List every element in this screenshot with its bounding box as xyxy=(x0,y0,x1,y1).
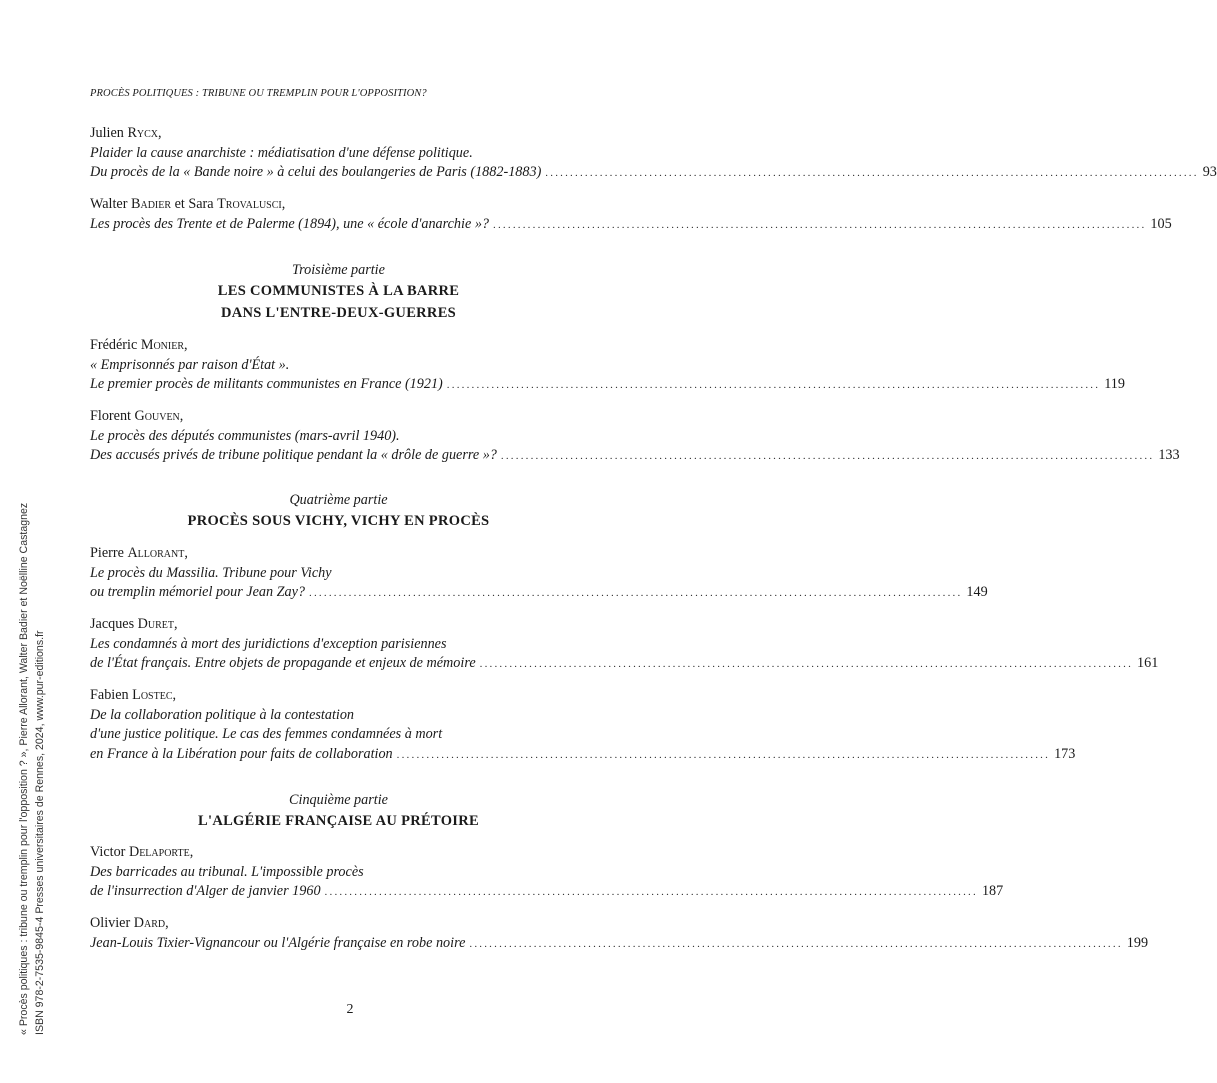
entry-title-line: Plaider la cause anarchiste : médiatisation d'une défense politique. xyxy=(90,144,473,161)
entry-page-number: 133 xyxy=(1158,447,1180,463)
page-number: 2 xyxy=(346,1002,354,1017)
entry-page-number: 199 xyxy=(1126,934,1149,951)
part-heading xyxy=(90,790,587,832)
entry-title-line: Le procès du Massilia. Tribune pour Vichy xyxy=(90,564,332,581)
part-label: Quatrième partie xyxy=(289,492,388,508)
entry-author: Fabien Lostec, xyxy=(90,687,177,703)
entry-title-line: De la collaboration politique à la contestation xyxy=(90,706,355,723)
entry-page-number: 187 xyxy=(981,883,1004,899)
entry-title-line: d'une justice politique. Le cas des femmes condamnées à mort xyxy=(90,726,443,742)
entry-last-line: Du procès de la « Bande noire » à celui des boulangeries de Paris (1882-1883) .................................................................................................................................... 93 xyxy=(90,163,587,184)
entry-page-number: 93 xyxy=(1202,164,1217,180)
part-heading xyxy=(90,260,587,324)
toc-entry[interactable] xyxy=(90,544,988,604)
entry-page-number: 173 xyxy=(1054,745,1076,762)
toc-entry[interactable] xyxy=(90,615,1159,675)
entry-title-line: Des barricades au tribunal. L'impossible procès xyxy=(90,863,364,880)
entry-author: Florent Gouven, xyxy=(90,408,184,424)
entry-page-number: 105 xyxy=(1150,215,1172,232)
part-label: Cinquième partie xyxy=(289,792,388,808)
entry-last-line: ou tremplin mémoriel pour Jean Zay? .................................................................................................................................... 149 xyxy=(90,583,587,604)
entry-author: Frédéric Monier, xyxy=(90,337,188,353)
entry-last-line: en France à la Libération pour faits de collaboration .................................................................................................................................... 173 xyxy=(90,745,587,766)
toc-entry[interactable] xyxy=(90,124,1217,184)
toc-entry[interactable] xyxy=(90,686,1076,765)
part-label: Troisième partie xyxy=(292,262,385,278)
sidebar-citation-line: « Procès politiques : tribune ou tremplin pour l'opposition ? », Pierre Allorant, Walter Badier et Noëlline Castagnez xyxy=(18,502,30,1035)
entry-last-line: Jean-Louis Tixier-Vignancour ou l'Algérie française en robe noire .................................................................................................................................... 199 xyxy=(90,934,587,955)
entry-page-number: 161 xyxy=(1137,655,1159,671)
entry-page-number: 149 xyxy=(966,584,988,600)
toc-entry[interactable] xyxy=(90,195,1172,235)
entry-last-line: Des accusés privés de tribune politique pendant la « drôle de guerre »? .................................................................................................................................... 133 xyxy=(90,446,587,467)
part-title: L'ALGÉRIE FRANÇAISE AU PRÉTOIRE xyxy=(198,813,479,829)
part-title: LES COMMUNISTES À LA BARRE xyxy=(217,283,460,299)
sidebar-citation-line: ISBN 978-2-7535-9845-4 Presses universitaires de Rennes, 2024, www.pur-editions.fr xyxy=(34,630,46,1035)
part-title: PROCÈS SOUS VICHY, VICHY EN PROCÈS xyxy=(187,513,490,529)
entry-author: Pierre Allorant, xyxy=(90,545,188,561)
toc-entry[interactable] xyxy=(90,336,1125,396)
entry-author: Julien Rycx, xyxy=(90,125,162,141)
sidebar-citation xyxy=(16,495,76,1035)
toc-entry[interactable] xyxy=(90,407,1180,467)
entry-title-line: « Emprisonnés par raison d'État ». xyxy=(90,356,290,373)
entry-last-line: de l'État français. Entre objets de propagande et enjeux de mémoire .................................................................................................................................... 161 xyxy=(90,654,587,675)
entry-author: Victor Delaporte, xyxy=(90,844,194,860)
entry-author: Walter Badier et Sara Trovalusci, xyxy=(90,196,286,212)
entry-last-line: Le premier procès de militants communistes en France (1921) .................................................................................................................................... 119 xyxy=(90,375,587,396)
entry-title-line: Le procès des députés communistes (mars-avril 1940). xyxy=(90,427,400,444)
part-heading xyxy=(90,490,587,532)
part-title: DANS L'ENTRE-DEUX-GUERRES xyxy=(220,305,457,321)
running-head: PROCÈS POLITIQUES : TRIBUNE OU TREMPLIN POUR L'OPPOSITION? xyxy=(90,88,427,99)
entry-page-number: 119 xyxy=(1104,376,1125,392)
entry-last-line: de l'insurrection d'Alger de janvier 1960 .................................................................................................................................... 187 xyxy=(90,882,587,903)
entry-author: Olivier Dard, xyxy=(90,915,169,931)
toc-entry[interactable] xyxy=(90,843,1004,903)
entry-last-line: Les procès des Trente et de Palerme (1894), une « école d'anarchie »? .................................................................................................................................... 105 xyxy=(90,215,587,236)
entry-author: Jacques Duret, xyxy=(90,616,178,632)
entry-title-line: Les condamnés à mort des juridictions d'exception parisiennes xyxy=(90,635,447,652)
toc-entry[interactable] xyxy=(90,914,1149,954)
